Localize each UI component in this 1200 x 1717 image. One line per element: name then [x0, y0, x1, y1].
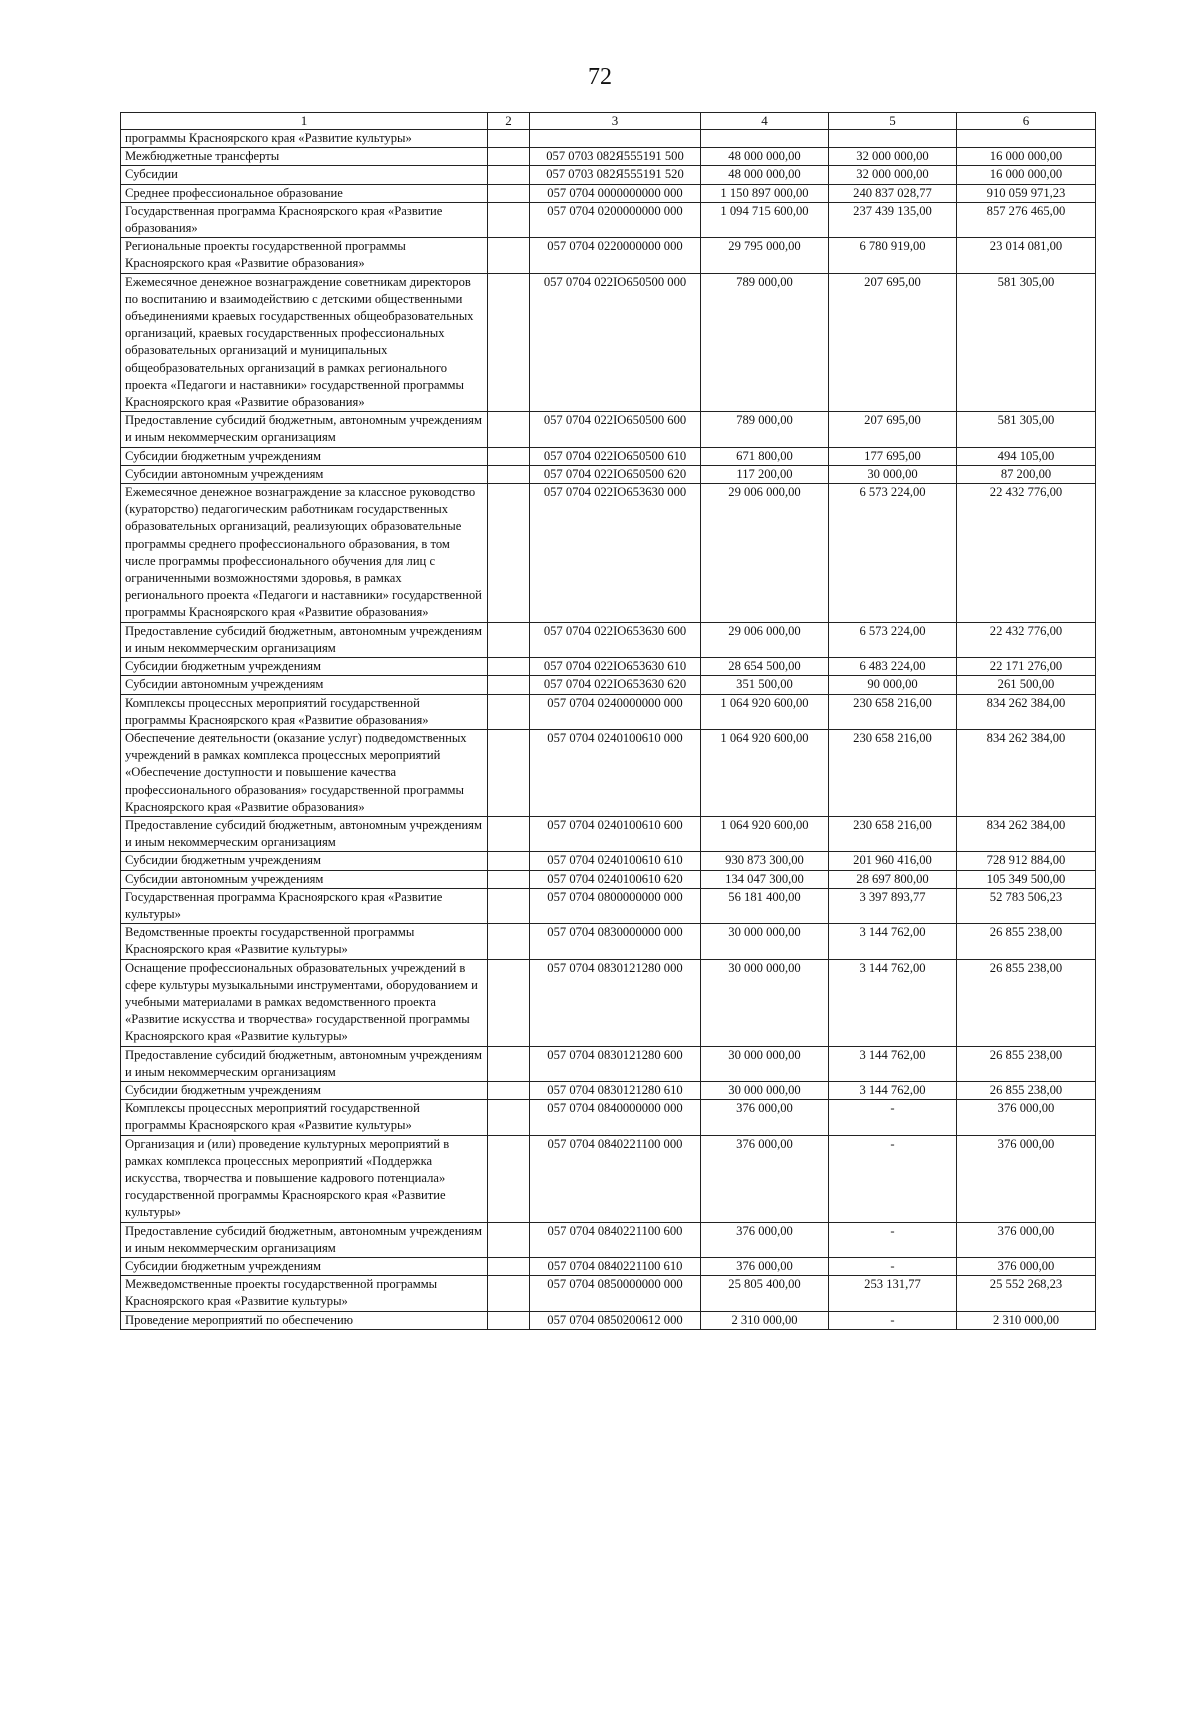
row-value-5-cell: - [829, 1135, 957, 1222]
row-value-5-cell: 6 573 224,00 [829, 622, 957, 657]
row-value-4-cell: 134 047 300,00 [701, 870, 829, 888]
table-row [121, 1276, 1096, 1311]
row-code-cell: 057 0704 0200000000 000 [530, 202, 701, 237]
row-name-cell: Субсидии бюджетным учреждениям [121, 852, 488, 870]
row-value-6-cell: 87 200,00 [957, 465, 1096, 483]
table-row [121, 130, 1096, 148]
table-row [121, 888, 1096, 923]
row-value-5-cell: 230 658 216,00 [829, 694, 957, 729]
row-col2-cell [488, 816, 530, 851]
row-col2-cell [488, 870, 530, 888]
row-value-6-cell: 834 262 384,00 [957, 729, 1096, 816]
row-value-5-cell: 30 000,00 [829, 465, 957, 483]
row-code-cell: 057 0704 0840221100 600 [530, 1222, 701, 1257]
column-header: 1 [121, 113, 488, 130]
row-code-cell: 057 0703 082Я555191 500 [530, 148, 701, 166]
row-name-cell: Ведомственные проекты государственной программы Красноярского края «Развитие культуры» [121, 924, 488, 959]
table-row [121, 676, 1096, 694]
row-value-4-cell: 1 150 897 000,00 [701, 184, 829, 202]
row-value-6-cell: 834 262 384,00 [957, 694, 1096, 729]
row-code-cell: 057 0704 022IO650500 610 [530, 447, 701, 465]
row-value-5-cell: 207 695,00 [829, 412, 957, 447]
row-code-cell: 057 0704 022IO650500 600 [530, 412, 701, 447]
row-value-5-cell: 6 780 919,00 [829, 238, 957, 273]
row-name-cell: Межведомственные проекты государственной программы Красноярского края «Развитие культуры» [121, 1276, 488, 1311]
row-name-cell: Государственная программа Красноярского края «Развитие образования» [121, 202, 488, 237]
row-col2-cell [488, 852, 530, 870]
row-value-4-cell: 48 000 000,00 [701, 148, 829, 166]
table-row [121, 1081, 1096, 1099]
table-row [121, 852, 1096, 870]
row-value-5-cell: 6 573 224,00 [829, 484, 957, 623]
row-value-5-cell: 237 439 135,00 [829, 202, 957, 237]
row-code-cell: 057 0704 0240000000 000 [530, 694, 701, 729]
table-row [121, 1100, 1096, 1135]
table-row [121, 447, 1096, 465]
row-value-6-cell: 261 500,00 [957, 676, 1096, 694]
row-col2-cell [488, 412, 530, 447]
row-value-5-cell: 32 000 000,00 [829, 148, 957, 166]
row-value-5-cell: 3 144 762,00 [829, 959, 957, 1046]
row-code-cell: 057 0704 0830121280 000 [530, 959, 701, 1046]
row-value-5-cell [829, 130, 957, 148]
table-row [121, 1258, 1096, 1276]
row-value-6-cell: 581 305,00 [957, 412, 1096, 447]
row-value-5-cell: - [829, 1222, 957, 1257]
row-col2-cell [488, 888, 530, 923]
row-value-4-cell: 789 000,00 [701, 412, 829, 447]
row-value-6-cell: 834 262 384,00 [957, 816, 1096, 851]
row-value-4-cell: 376 000,00 [701, 1135, 829, 1222]
row-value-6-cell: 26 855 238,00 [957, 924, 1096, 959]
table-row [121, 870, 1096, 888]
row-value-5-cell: 90 000,00 [829, 676, 957, 694]
row-code-cell: 057 0703 082Я555191 520 [530, 166, 701, 184]
row-value-6-cell: 22 432 776,00 [957, 484, 1096, 623]
row-value-6-cell: 26 855 238,00 [957, 1046, 1096, 1081]
row-value-6-cell: 52 783 506,23 [957, 888, 1096, 923]
column-header: 4 [701, 113, 829, 130]
row-value-4-cell: 351 500,00 [701, 676, 829, 694]
row-code-cell [530, 130, 701, 148]
row-value-4-cell: 29 795 000,00 [701, 238, 829, 273]
row-name-cell: Субсидии бюджетным учреждениям [121, 1081, 488, 1099]
row-name-cell: Ежемесячное денежное вознаграждение за классное руководство (кураторство) педагогическим работникам государственных образовательных организаций, реализующих образовательные программы среднего профессионального образования, в том числе программы профессионального обучения для лиц с ограниченными возможностями здоровья, в рамках регионального проекта «Педагоги и наставники» государственной программы Красноярского края «Развитие образования» [121, 484, 488, 623]
row-value-4-cell: 30 000 000,00 [701, 1046, 829, 1081]
row-name-cell: Межбюджетные трансферты [121, 148, 488, 166]
table-row [121, 816, 1096, 851]
row-name-cell: Региональные проекты государственной программы Красноярского края «Развитие образования» [121, 238, 488, 273]
row-value-4-cell: 30 000 000,00 [701, 959, 829, 1046]
row-value-5-cell: 177 695,00 [829, 447, 957, 465]
row-value-5-cell: 230 658 216,00 [829, 729, 957, 816]
row-col2-cell [488, 130, 530, 148]
table-row [121, 1046, 1096, 1081]
row-col2-cell [488, 148, 530, 166]
row-name-cell: Комплексы процессных мероприятий государственной программы Красноярского края «Развитие культуры» [121, 1100, 488, 1135]
row-value-5-cell: 3 144 762,00 [829, 924, 957, 959]
row-name-cell: Субсидии [121, 166, 488, 184]
row-name-cell: Предоставление субсидий бюджетным, автономным учреждениям и иным некоммерческим организациям [121, 622, 488, 657]
row-name-cell: Ежемесячное денежное вознаграждение советникам директоров по воспитанию и взаимодействию с детскими общественными объединениями краевых государственных общеобразовательных организаций, краевых государственных профессиональных образовательных организаций и муниципальных общеобразовательных организаций в рамках регионального проекта «Педагоги и наставники» государственной программы Красноярского края «Развитие образования» [121, 273, 488, 412]
row-value-4-cell [701, 130, 829, 148]
row-name-cell: Предоставление субсидий бюджетным, автономным учреждениям и иным некоммерческим организациям [121, 1222, 488, 1257]
row-value-5-cell: 230 658 216,00 [829, 816, 957, 851]
table-row [121, 729, 1096, 816]
row-value-6-cell: 2 310 000,00 [957, 1311, 1096, 1329]
row-value-4-cell: 29 006 000,00 [701, 622, 829, 657]
row-value-4-cell: 30 000 000,00 [701, 1081, 829, 1099]
row-code-cell: 057 0704 022IO653630 000 [530, 484, 701, 623]
row-col2-cell [488, 1046, 530, 1081]
row-code-cell: 057 0704 0240100610 000 [530, 729, 701, 816]
row-col2-cell [488, 1258, 530, 1276]
row-code-cell: 057 0704 0240100610 620 [530, 870, 701, 888]
row-code-cell: 057 0704 022IO650500 000 [530, 273, 701, 412]
row-value-5-cell: 201 960 416,00 [829, 852, 957, 870]
page-number: 72 [588, 64, 612, 90]
row-col2-cell [488, 447, 530, 465]
row-value-4-cell: 1 064 920 600,00 [701, 694, 829, 729]
row-code-cell: 057 0704 0830121280 600 [530, 1046, 701, 1081]
row-col2-cell [488, 676, 530, 694]
row-value-4-cell: 1 064 920 600,00 [701, 816, 829, 851]
row-name-cell: Комплексы процессных мероприятий государственной программы Красноярского края «Развитие образования» [121, 694, 488, 729]
row-col2-cell [488, 622, 530, 657]
column-header: 6 [957, 113, 1096, 130]
row-value-6-cell: 22 171 276,00 [957, 658, 1096, 676]
row-name-cell: Обеспечение деятельности (оказание услуг) подведомственных учреждений в рамках комплекса процессных мероприятий «Обеспечение доступности и повышение качества профессионального образования» государственной программы Красноярского края «Развитие образования» [121, 729, 488, 816]
row-name-cell: Предоставление субсидий бюджетным, автономным учреждениям и иным некоммерческим организациям [121, 816, 488, 851]
table-row [121, 924, 1096, 959]
table-row [121, 148, 1096, 166]
row-col2-cell [488, 273, 530, 412]
row-value-6-cell: 376 000,00 [957, 1135, 1096, 1222]
column-header: 3 [530, 113, 701, 130]
row-value-6-cell: 26 855 238,00 [957, 959, 1096, 1046]
row-value-4-cell: 56 181 400,00 [701, 888, 829, 923]
row-name-cell: Среднее профессиональное образование [121, 184, 488, 202]
row-value-5-cell: 207 695,00 [829, 273, 957, 412]
row-value-5-cell: - [829, 1311, 957, 1329]
row-name-cell: Организация и (или) проведение культурных мероприятий в рамках комплекса процессных мероприятий «Поддержка искусства, творчества и повышение кадрового потенциала» государственной программы Красноярского края «Развитие культуры» [121, 1135, 488, 1222]
table-row [121, 238, 1096, 273]
row-value-5-cell: 3 397 893,77 [829, 888, 957, 923]
row-value-4-cell: 25 805 400,00 [701, 1276, 829, 1311]
table-row [121, 166, 1096, 184]
row-value-5-cell: 32 000 000,00 [829, 166, 957, 184]
row-value-4-cell: 1 064 920 600,00 [701, 729, 829, 816]
row-col2-cell [488, 1100, 530, 1135]
table-body [121, 130, 1096, 1330]
row-value-5-cell: 28 697 800,00 [829, 870, 957, 888]
row-code-cell: 057 0704 0850200612 000 [530, 1311, 701, 1329]
row-name-cell: Проведение мероприятий по обеспечению [121, 1311, 488, 1329]
row-name-cell: Субсидии автономным учреждениям [121, 870, 488, 888]
table-row [121, 658, 1096, 676]
table-row [121, 412, 1096, 447]
table-row [121, 959, 1096, 1046]
row-value-4-cell: 376 000,00 [701, 1100, 829, 1135]
row-value-6-cell: 376 000,00 [957, 1100, 1096, 1135]
row-name-cell: программы Красноярского края «Развитие культуры» [121, 130, 488, 148]
row-value-6-cell: 376 000,00 [957, 1222, 1096, 1257]
table-row [121, 1222, 1096, 1257]
row-value-6-cell: 728 912 884,00 [957, 852, 1096, 870]
row-value-4-cell: 671 800,00 [701, 447, 829, 465]
column-header: 5 [829, 113, 957, 130]
row-col2-cell [488, 1276, 530, 1311]
row-name-cell: Предоставление субсидий бюджетным, автономным учреждениям и иным некоммерческим организациям [121, 1046, 488, 1081]
table-row [121, 273, 1096, 412]
table-row [121, 1135, 1096, 1222]
row-name-cell: Предоставление субсидий бюджетным, автономным учреждениям и иным некоммерческим организациям [121, 412, 488, 447]
row-name-cell: Субсидии автономным учреждениям [121, 465, 488, 483]
row-col2-cell [488, 202, 530, 237]
row-code-cell: 057 0704 0240100610 600 [530, 816, 701, 851]
row-col2-cell [488, 694, 530, 729]
row-code-cell: 057 0704 022IO653630 610 [530, 658, 701, 676]
row-value-4-cell: 29 006 000,00 [701, 484, 829, 623]
row-value-5-cell: 3 144 762,00 [829, 1081, 957, 1099]
row-code-cell: 057 0704 0000000000 000 [530, 184, 701, 202]
row-value-5-cell: 3 144 762,00 [829, 1046, 957, 1081]
row-value-6-cell: 25 552 268,23 [957, 1276, 1096, 1311]
row-value-4-cell: 2 310 000,00 [701, 1311, 829, 1329]
row-name-cell: Государственная программа Красноярского края «Развитие культуры» [121, 888, 488, 923]
row-value-4-cell: 930 873 300,00 [701, 852, 829, 870]
row-name-cell: Субсидии автономным учреждениям [121, 676, 488, 694]
row-value-6-cell: 26 855 238,00 [957, 1081, 1096, 1099]
row-value-6-cell: 105 349 500,00 [957, 870, 1096, 888]
row-code-cell: 057 0704 0830121280 610 [530, 1081, 701, 1099]
table-header-row [121, 113, 1096, 130]
row-col2-cell [488, 729, 530, 816]
row-value-4-cell: 1 094 715 600,00 [701, 202, 829, 237]
row-value-6-cell: 22 432 776,00 [957, 622, 1096, 657]
row-code-cell: 057 0704 0220000000 000 [530, 238, 701, 273]
row-value-6-cell [957, 130, 1096, 148]
row-name-cell: Субсидии бюджетным учреждениям [121, 447, 488, 465]
row-col2-cell [488, 959, 530, 1046]
row-code-cell: 057 0704 0240100610 610 [530, 852, 701, 870]
row-value-6-cell: 376 000,00 [957, 1258, 1096, 1276]
row-col2-cell [488, 166, 530, 184]
row-code-cell: 057 0704 0840221100 000 [530, 1135, 701, 1222]
row-code-cell: 057 0704 022IO650500 620 [530, 465, 701, 483]
row-value-4-cell: 789 000,00 [701, 273, 829, 412]
row-value-4-cell: 30 000 000,00 [701, 924, 829, 959]
row-col2-cell [488, 1135, 530, 1222]
row-name-cell: Субсидии бюджетным учреждениям [121, 1258, 488, 1276]
row-value-4-cell: 376 000,00 [701, 1222, 829, 1257]
row-value-5-cell: 240 837 028,77 [829, 184, 957, 202]
row-code-cell: 057 0704 0850000000 000 [530, 1276, 701, 1311]
row-value-5-cell: 253 131,77 [829, 1276, 957, 1311]
row-col2-cell [488, 484, 530, 623]
row-name-cell: Субсидии бюджетным учреждениям [121, 658, 488, 676]
row-code-cell: 057 0704 0800000000 000 [530, 888, 701, 923]
row-value-4-cell: 117 200,00 [701, 465, 829, 483]
table-row [121, 202, 1096, 237]
row-code-cell: 057 0704 022IO653630 620 [530, 676, 701, 694]
row-col2-cell [488, 1222, 530, 1257]
row-col2-cell [488, 238, 530, 273]
row-col2-cell [488, 465, 530, 483]
row-value-4-cell: 28 654 500,00 [701, 658, 829, 676]
row-value-4-cell: 376 000,00 [701, 1258, 829, 1276]
table-row [121, 484, 1096, 623]
table-row [121, 694, 1096, 729]
row-col2-cell [488, 924, 530, 959]
row-code-cell: 057 0704 0830000000 000 [530, 924, 701, 959]
row-code-cell: 057 0704 0840000000 000 [530, 1100, 701, 1135]
row-value-6-cell: 857 276 465,00 [957, 202, 1096, 237]
table-row [121, 622, 1096, 657]
row-value-6-cell: 23 014 081,00 [957, 238, 1096, 273]
row-code-cell: 057 0704 0840221100 610 [530, 1258, 701, 1276]
row-value-5-cell: 6 483 224,00 [829, 658, 957, 676]
row-value-6-cell: 16 000 000,00 [957, 148, 1096, 166]
row-value-5-cell: - [829, 1100, 957, 1135]
row-value-6-cell: 581 305,00 [957, 273, 1096, 412]
row-value-5-cell: - [829, 1258, 957, 1276]
row-name-cell: Оснащение профессиональных образовательных учреждений в сфере культуры музыкальными инструментами, оборудованием и учебными материалами в рамках ведомственного проекта «Развитие искусства и творчества» государственной программы Красноярского края «Развитие культуры» [121, 959, 488, 1046]
row-value-6-cell: 910 059 971,23 [957, 184, 1096, 202]
row-col2-cell [488, 658, 530, 676]
column-header: 2 [488, 113, 530, 130]
row-value-6-cell: 16 000 000,00 [957, 166, 1096, 184]
row-col2-cell [488, 184, 530, 202]
row-code-cell: 057 0704 022IO653630 600 [530, 622, 701, 657]
table-row [121, 184, 1096, 202]
row-value-4-cell: 48 000 000,00 [701, 166, 829, 184]
table-row [121, 1311, 1096, 1329]
table-row [121, 465, 1096, 483]
row-col2-cell [488, 1081, 530, 1099]
row-value-6-cell: 494 105,00 [957, 447, 1096, 465]
budget-table [120, 112, 1096, 1330]
row-col2-cell [488, 1311, 530, 1329]
